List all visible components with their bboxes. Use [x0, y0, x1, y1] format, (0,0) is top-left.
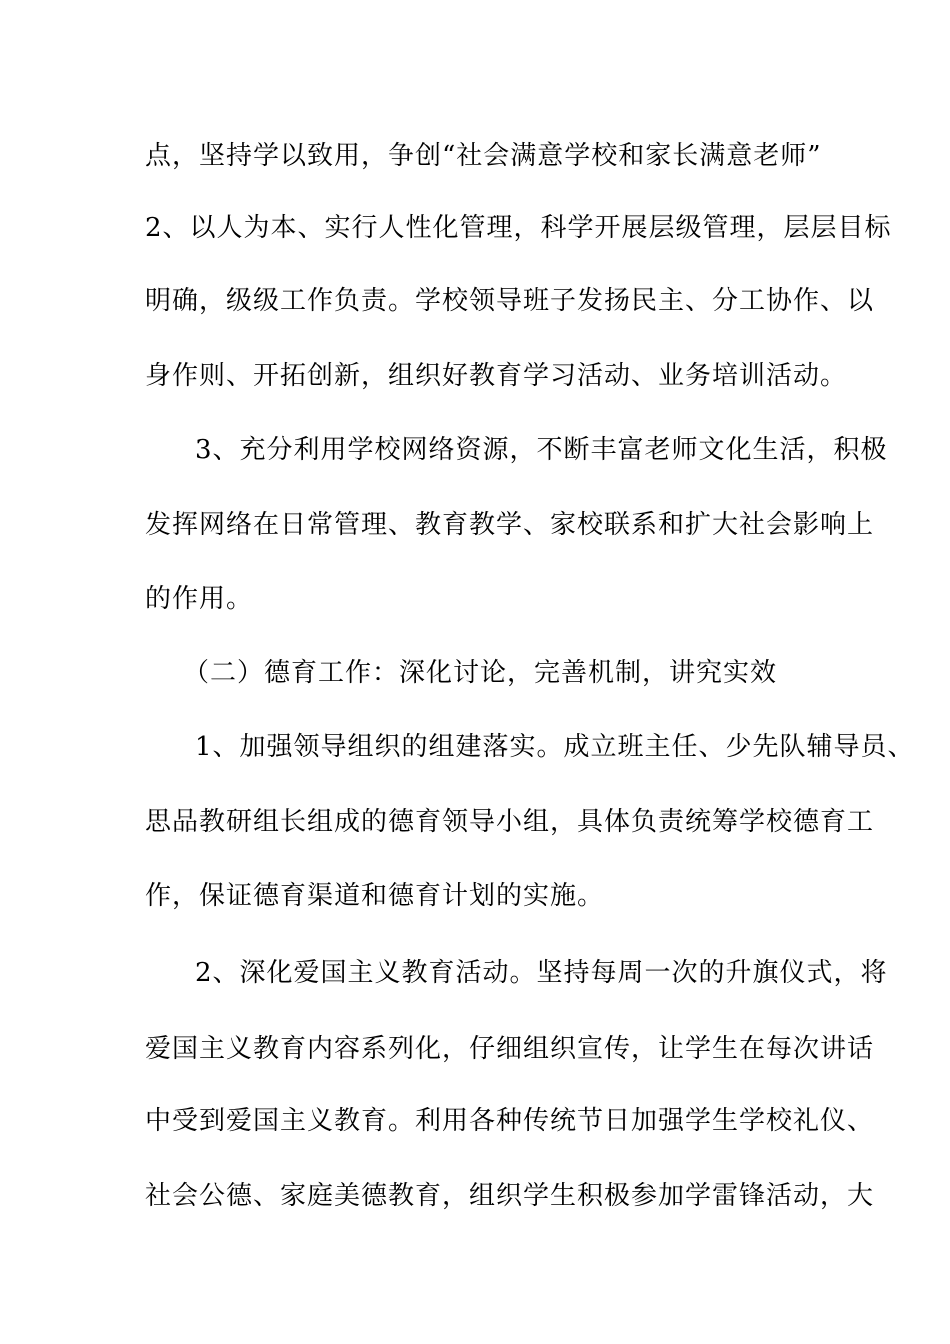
paragraph-line: 点，坚持学以致用，争创“社会满意学校和家长满意老师”: [145, 141, 822, 171]
paragraph-line: 3、充分利用学校网络资源，不断丰富老师文化生活，积极: [195, 435, 888, 465]
paragraph-line: 思品教研组长组成的德育领导小组，具体负责统筹学校德育工: [145, 807, 875, 837]
paragraph-line: 明确，级级工作负责。学校领导班子发扬民主、分工协作、以: [145, 286, 875, 316]
paragraph-line: 爱国主义教育内容系列化，仔细组织宣传，让学生在每次讲话: [145, 1034, 875, 1064]
paragraph-line: 中受到爱国主义教育。利用各种传统节日加强学生学校礼仪、: [145, 1106, 875, 1136]
paragraph-line: 发挥网络在日常管理、教育教学、家校联系和扩大社会影响上: [145, 510, 875, 540]
paragraph-line: 1、加强领导组织的组建落实。成立班主任、少先队辅导员、: [195, 732, 915, 762]
paragraph-line: 2、深化爱国主义教育活动。坚持每周一次的升旗仪式，将: [195, 958, 888, 988]
paragraph-line: 社会公德、家庭美德教育，组织学生积极参加学雷锋活动，大: [145, 1181, 875, 1211]
paragraph-line: 2、以人为本、实行人性化管理，科学开展层级管理，层层目标: [145, 213, 892, 243]
paragraph-line: 身作则、开拓创新，组织好教育学习活动、业务培训活动。: [145, 361, 848, 391]
paragraph-line: 作，保证德育渠道和德育计划的实施。: [145, 881, 605, 911]
paragraph-line: 的作用。: [145, 584, 254, 614]
section-heading: （二）德育工作：深化讨论，完善机制，讲究实效: [183, 658, 778, 688]
